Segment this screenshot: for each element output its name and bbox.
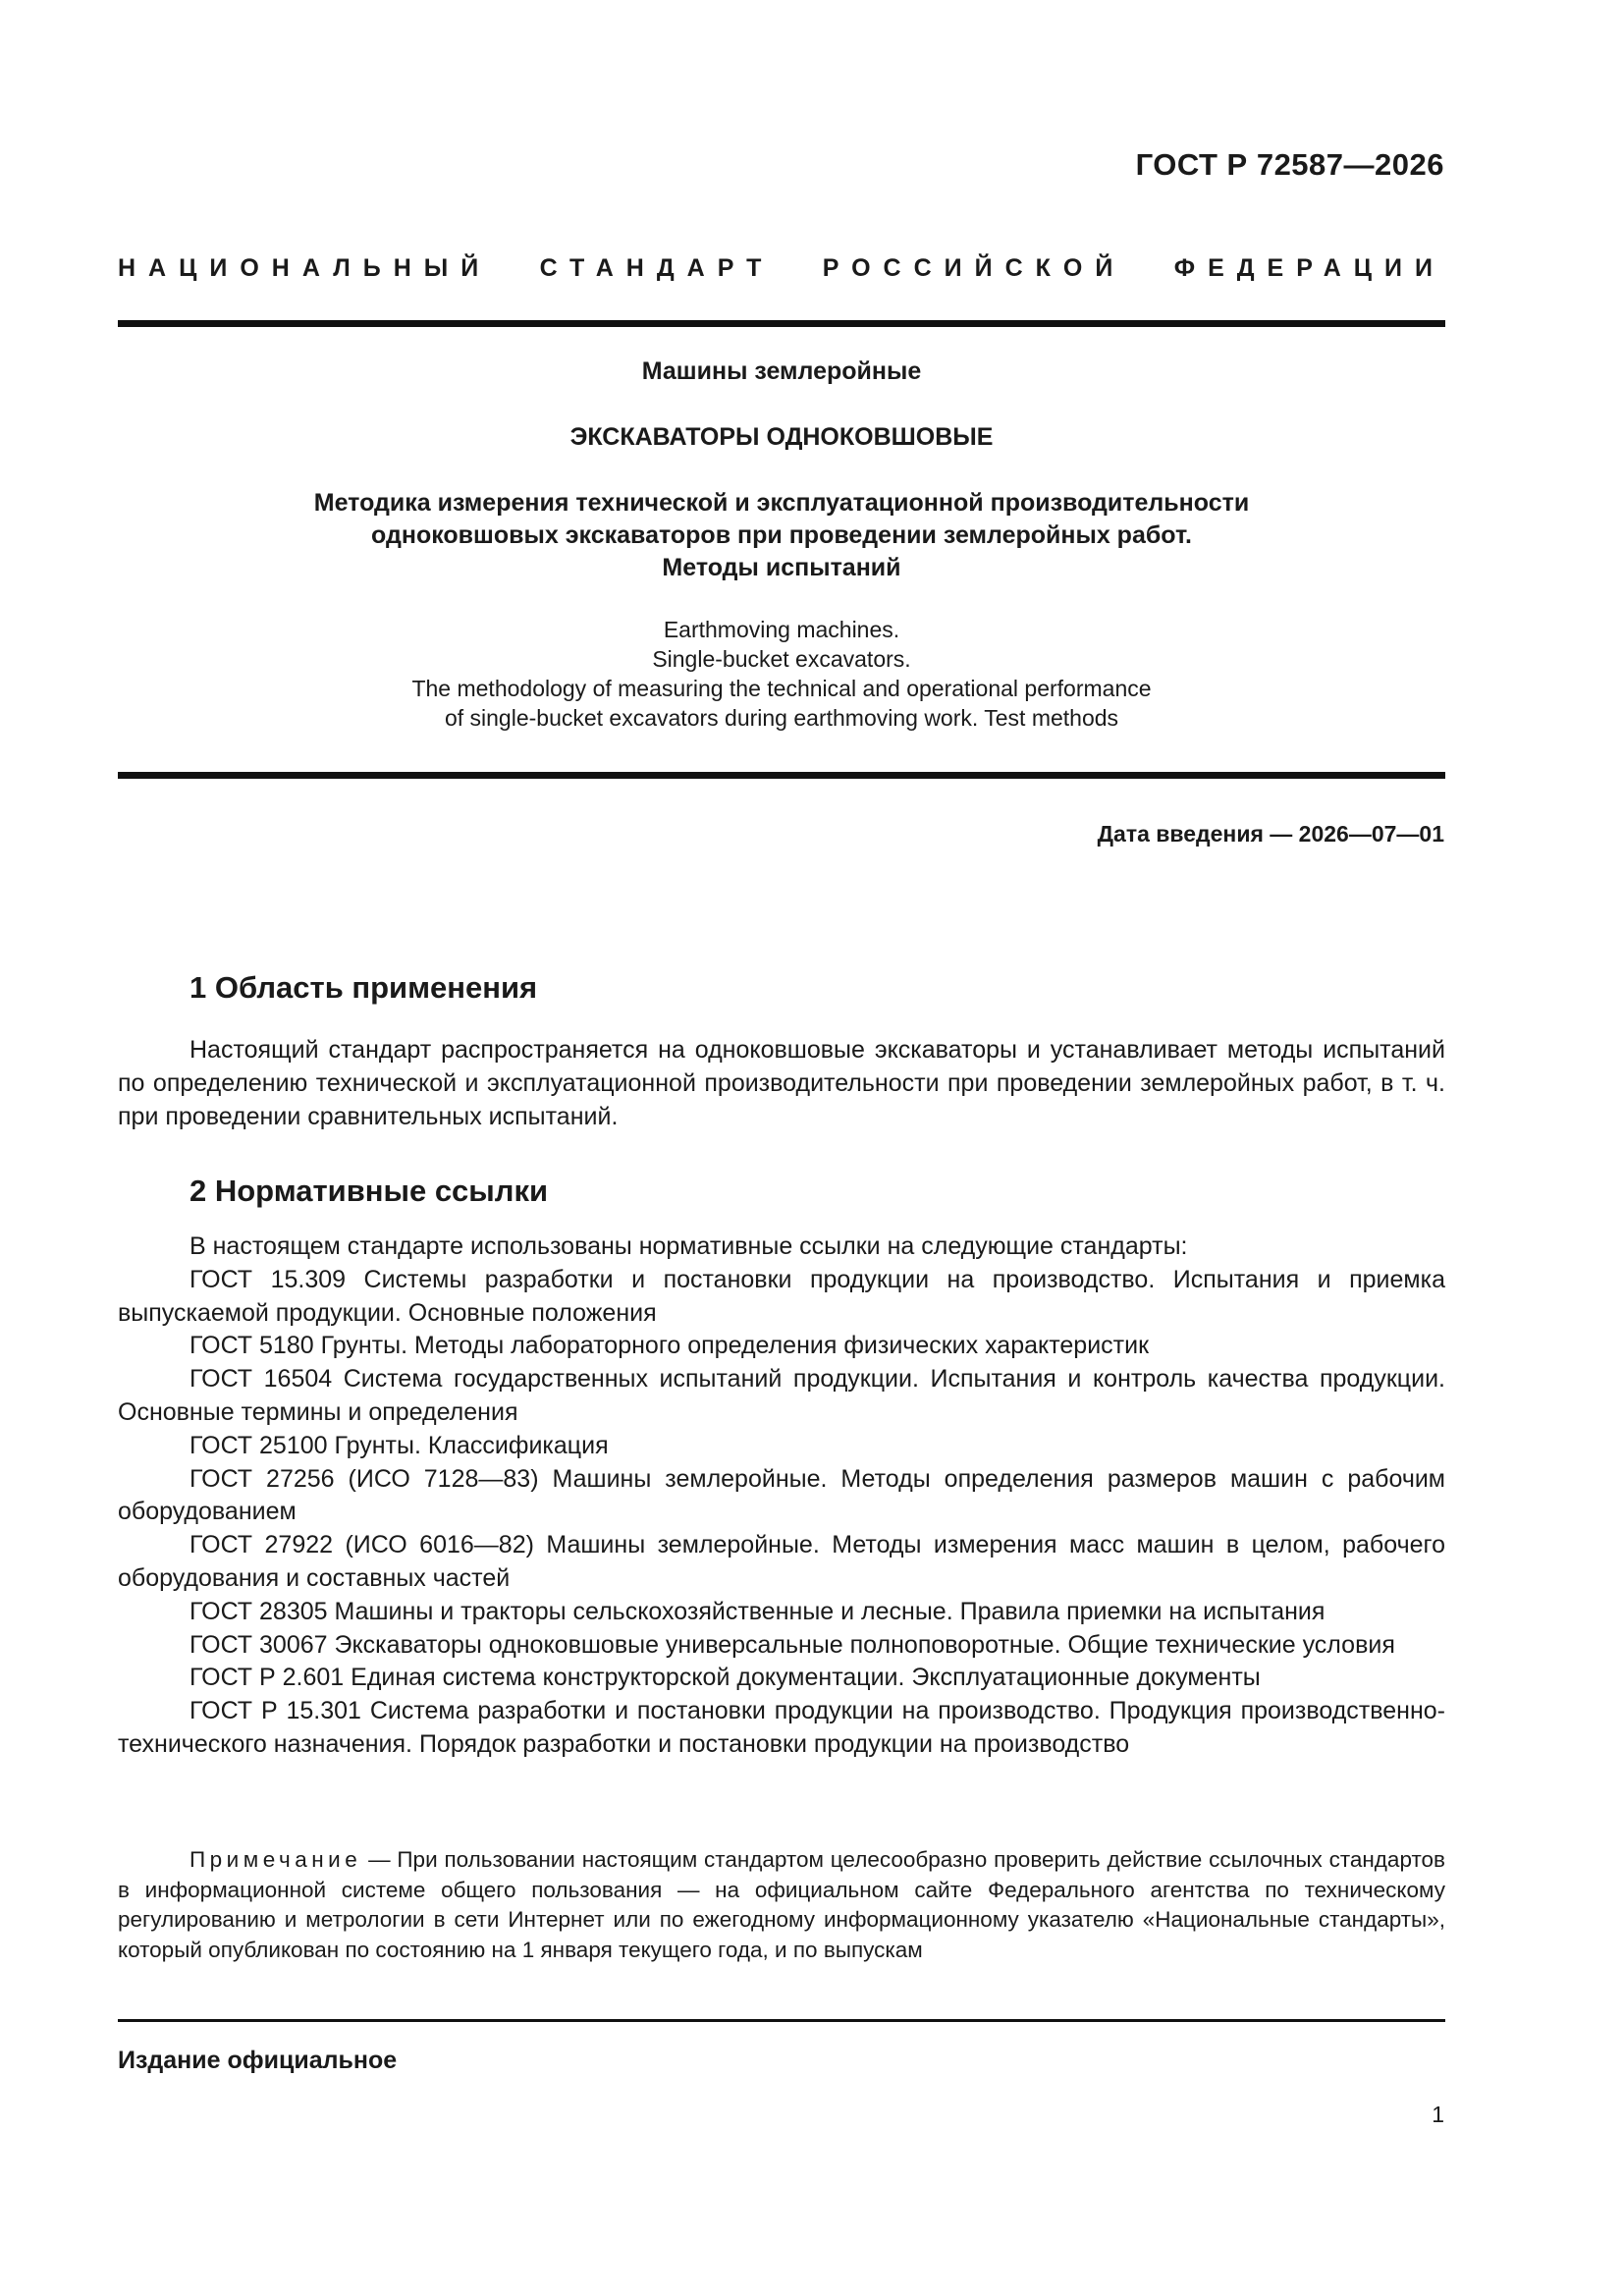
reference-item: ГОСТ 15.309 Системы разработки и постановки продукции на производство. Испытания и приемка выпускаемой продукции. Основные положения <box>118 1265 1445 1327</box>
note-text: — При пользовании настоящим стандартом целесообразно проверить действие ссылочных стандартов в информационной системе общего пользования — на официальном сайте Федерального агентства по техническому регулированию и метрологии в сети Интернет или по ежегодному информационному указателю «Национальные стандарты», который опубликован по состоянию на 1 января текущего года, и по выпускам <box>118 1847 1445 1962</box>
note-label: Примечание <box>189 1847 362 1872</box>
reference-item: ГОСТ 5180 Грунты. Методы лабораторного определения физических характеристик <box>189 1332 1150 1360</box>
section-1-body: Настоящий стандарт распространяется на одноковшовые экскаваторы и устанавливает методы испытаний по определению технической и эксплуатационной производительности при проведении землеройных работ, в т. ч. при проведении сравнительных испытаний. <box>118 1036 1445 1130</box>
note <box>118 1845 1445 1965</box>
english-line: of single-bucket excavators during earthmoving work. Test methods <box>444 705 1119 731</box>
title-subtitle <box>118 487 1445 584</box>
reference-item: ГОСТ 25100 Грунты. Классификация <box>189 1431 609 1459</box>
title-main: ЭКСКАВАТОРЫ ОДНОКОВШОВЫЕ <box>569 423 994 451</box>
banner-word: НАЦИОНАЛЬНЫЙ <box>118 254 492 282</box>
references-intro: В настоящем стандарте использованы нормативные ссылки на следующие стандарты: <box>189 1232 1188 1260</box>
english-line: Single-bucket excavators. <box>652 646 911 672</box>
standard-designation: ГОСТ Р 72587—2026 <box>1135 147 1444 182</box>
subtitle-line: одноковшовых экскаваторов при проведении землеройных работ. <box>371 521 1192 549</box>
title-english <box>118 615 1445 733</box>
banner-word: СТАНДАРТ <box>539 254 775 282</box>
reference-item: ГОСТ 16504 Система государственных испытаний продукции. Испытания и контроль качества продукции. Основные термины и определения <box>118 1365 1445 1426</box>
banner-word: РОССИЙСКОЙ <box>822 254 1126 282</box>
section-1-heading: 1 Область применения <box>189 970 538 1005</box>
reference-item: ГОСТ 28305 Машины и тракторы сельскохозяйственные и лесные. Правила приемки на испытания <box>189 1597 1325 1625</box>
footer-rule <box>118 2019 1445 2022</box>
reference-item: ГОСТ 30067 Экскаваторы одноковшовые универсальные полноповоротные. Общие технические условия <box>189 1630 1395 1659</box>
banner-word: ФЕДЕРАЦИИ <box>1173 254 1445 282</box>
page-number: 1 <box>1432 2102 1444 2127</box>
subtitle-line: Методика измерения технической и эксплуатационной производительности <box>313 489 1250 517</box>
section-1-text <box>118 1033 1445 1133</box>
header-rule <box>118 320 1445 327</box>
title-rule <box>118 772 1445 779</box>
english-line: The methodology of measuring the technical and operational performance <box>411 676 1152 701</box>
edition-label: Издание официальное <box>118 2047 398 2074</box>
title-group: Машины землеройные <box>641 357 922 385</box>
reference-item: ГОСТ 27256 (ИСО 7128—83) Машины землеройные. Методы определения размеров машин с рабочим оборудованием <box>118 1464 1445 1526</box>
subtitle-line: Методы испытаний <box>662 554 901 581</box>
section-2-heading: 2 Нормативные ссылки <box>189 1174 549 1208</box>
english-line: Earthmoving machines. <box>663 617 900 642</box>
reference-item: ГОСТ Р 15.301 Система разработки и постановки продукции на производство. Продукция производственно-технического назначения. Порядок разработки и постановки продукции на производство <box>118 1697 1445 1758</box>
reference-item: ГОСТ Р 2.601 Единая система конструкторской документации. Эксплуатационные документы <box>189 1664 1261 1692</box>
reference-item: ГОСТ 27922 (ИСО 6016—82) Машины землеройные. Методы измерения масс машин в целом, рабочего оборудования и составных частей <box>118 1531 1445 1592</box>
references-list <box>118 1230 1445 1762</box>
national-standard-banner <box>118 254 1445 283</box>
introduction-date: Дата введения — 2026—07—01 <box>1097 821 1444 847</box>
